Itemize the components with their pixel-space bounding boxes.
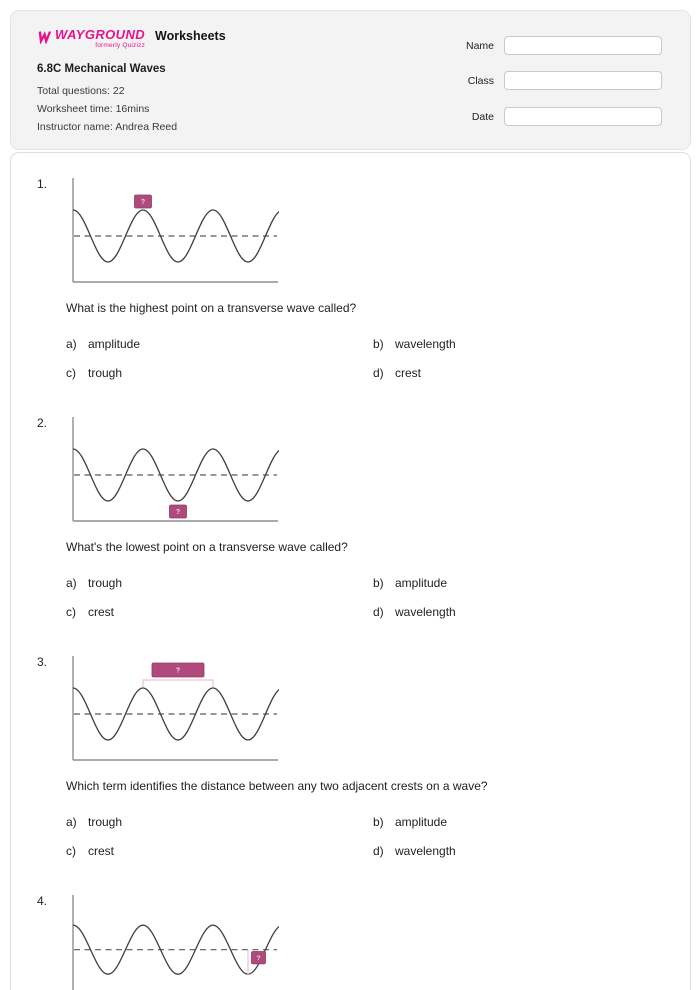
wave-diagram-amplitude <box>71 893 670 990</box>
questions-card <box>10 152 691 990</box>
wave-diagram-wavelength <box>71 654 670 762</box>
instructor-name-text: Instructor name: Andrea Reed <box>37 121 178 133</box>
option-text: trough <box>88 366 123 380</box>
option-b <box>373 337 670 351</box>
question-3 <box>37 654 670 858</box>
option-b <box>373 576 670 590</box>
option-letter: a) <box>66 576 77 590</box>
option-text: amplitude <box>395 815 448 829</box>
option-text: wavelength <box>395 605 456 619</box>
option-letter: d) <box>373 844 384 858</box>
name-label: Name <box>465 39 494 52</box>
option-letter: c) <box>66 605 76 619</box>
option-d <box>373 366 670 380</box>
question-number: 3. <box>37 655 48 669</box>
date-field-row <box>434 107 662 126</box>
wave-diagram-trough <box>71 415 670 523</box>
worksheet-title: 6.8C Mechanical Waves <box>37 63 166 75</box>
option-letter: d) <box>373 366 384 380</box>
option-text: trough <box>88 815 123 829</box>
option-b <box>373 815 670 829</box>
question-text: What's the lowest point on a transverse wave called? <box>66 540 348 554</box>
option-letter: a) <box>66 337 77 351</box>
option-text: crest <box>88 605 115 619</box>
option-c <box>66 366 373 380</box>
option-letter: b) <box>373 576 384 590</box>
options-grid <box>66 815 670 858</box>
name-input[interactable] <box>504 36 662 55</box>
svg-text:?: ? <box>175 667 181 675</box>
option-text: wavelength <box>395 337 456 351</box>
svg-text:?: ? <box>175 509 181 517</box>
logo-wordmark-stack <box>55 28 145 50</box>
option-a <box>66 576 373 590</box>
option-text: trough <box>88 576 123 590</box>
class-label: Class <box>467 74 494 87</box>
wave-diagram-crest <box>71 176 670 284</box>
option-c <box>66 605 373 619</box>
question-text: Which term identifies the distance between any two adjacent crests on a wave? <box>66 779 488 793</box>
worksheet-meta <box>37 82 226 136</box>
option-letter: c) <box>66 366 76 380</box>
option-text: wavelength <box>395 844 456 858</box>
date-input[interactable] <box>504 107 662 126</box>
question-number: 1. <box>37 177 48 191</box>
options-grid <box>66 576 670 619</box>
header-left <box>37 28 226 136</box>
option-a <box>66 815 373 829</box>
logo-tagline: formerly Quizizz <box>95 42 146 49</box>
product-label: Worksheets <box>155 29 226 43</box>
question-text: What is the highest point on a transverse wave called? <box>66 301 357 315</box>
question-4 <box>37 893 670 990</box>
date-label: Date <box>471 110 494 123</box>
name-field-row <box>434 36 662 55</box>
class-field-row <box>434 71 662 90</box>
total-questions-text: Total questions: 22 <box>37 85 125 97</box>
option-letter: b) <box>373 815 384 829</box>
option-letter: d) <box>373 605 384 619</box>
option-a <box>66 337 373 351</box>
question-number: 2. <box>37 416 48 430</box>
worksheet-header-card <box>10 10 691 150</box>
class-input[interactable] <box>504 71 662 90</box>
wayground-logo-icon <box>37 29 53 44</box>
question-number: 4. <box>37 894 48 908</box>
option-text: amplitude <box>395 576 448 590</box>
option-text: crest <box>88 844 115 858</box>
svg-text:?: ? <box>256 955 261 963</box>
option-text: amplitude <box>88 337 141 351</box>
svg-text:?: ? <box>140 199 146 207</box>
question-2 <box>37 415 670 619</box>
option-letter: c) <box>66 844 76 858</box>
options-grid <box>66 337 670 380</box>
option-d <box>373 844 670 858</box>
option-text: crest <box>395 366 422 380</box>
worksheet-time-text: Worksheet time: 16mins <box>37 103 150 115</box>
option-letter: a) <box>66 815 77 829</box>
logo-row <box>37 28 226 50</box>
wayground-wordmark: WAYGROUND <box>55 27 146 42</box>
option-c <box>66 844 373 858</box>
option-d <box>373 605 670 619</box>
question-1 <box>37 176 670 380</box>
option-letter: b) <box>373 337 384 351</box>
